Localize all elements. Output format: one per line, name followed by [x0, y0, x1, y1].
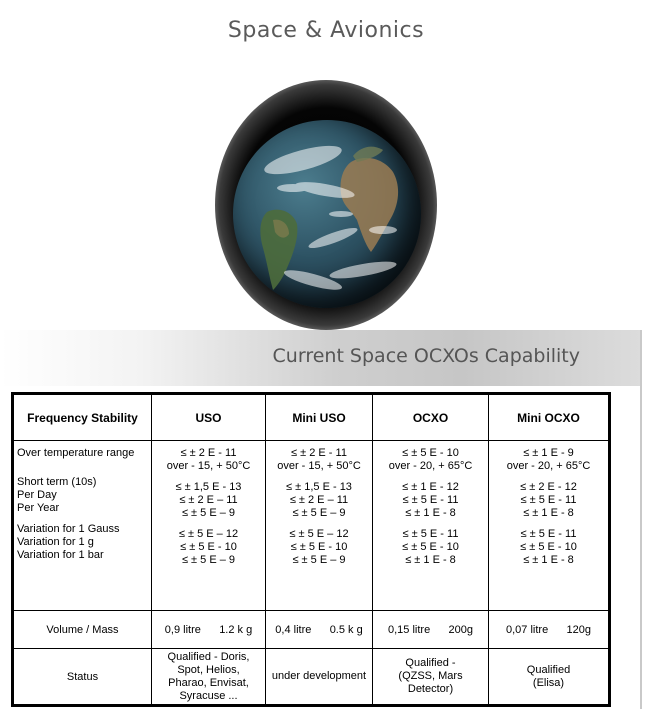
value: ≤ ± 5 E - 11	[402, 528, 459, 540]
value: ≤ ± 2 E - 11	[291, 447, 347, 459]
value: ≤ ± 5 E - 11	[520, 528, 577, 540]
value: ≤ ± 1 E - 8	[523, 554, 574, 566]
value: ≤ ± 5 E - 11	[520, 494, 577, 506]
value: ≤ ± 2 E - 12	[520, 481, 577, 493]
value: ≤ ± 1,5 E - 13	[286, 481, 352, 493]
value: over - 20, + 65°C	[506, 460, 591, 472]
row-label: Variation for 1 Gauss	[17, 523, 120, 535]
value-cell	[266, 441, 373, 611]
value: ≤ ± 2 E – 11	[289, 494, 349, 506]
section-title: Current Space OCXOs Capability	[272, 345, 580, 367]
value: ≤ ± 5 E – 12	[178, 528, 239, 540]
value: ≤ ± 5 E – 9	[181, 554, 236, 566]
earth-globe	[233, 120, 421, 308]
value: ≤ ± 5 E - 11	[402, 494, 459, 506]
row-label: Per Year	[17, 502, 60, 514]
row-label: Volume / Mass	[14, 611, 152, 649]
value: ≤ ± 5 E - 10	[290, 541, 348, 553]
row-label: Variation for 1 bar	[17, 549, 104, 561]
row-label: Short term (10s)	[17, 476, 97, 488]
status-text: (Elisa)	[532, 676, 565, 689]
value: ≤ ± 5 E – 9	[181, 507, 236, 519]
status-cell	[152, 649, 266, 705]
value: ≤ ± 5 E - 10	[402, 541, 459, 553]
status-text: Spot, Helios,	[177, 663, 240, 676]
right-divider	[640, 330, 642, 709]
value: 0,9 litre 1.2 k g	[152, 611, 266, 649]
value-cell	[373, 441, 489, 611]
status-text: Syracuse ...	[179, 689, 238, 702]
header-cell: USO	[152, 395, 266, 441]
table-row	[14, 611, 609, 649]
value: ≤ ± 1 E - 8	[405, 507, 456, 519]
table-row	[14, 441, 609, 611]
earth-surface-graphic	[233, 120, 421, 308]
value: ≤ ± 1 E - 8	[523, 507, 574, 519]
value: over - 20, + 65°C	[388, 460, 473, 472]
row-label: Per Day	[17, 489, 57, 501]
value: ≤ ± 5 E – 12	[289, 528, 349, 540]
value: over - 15, + 50°C	[166, 460, 251, 472]
value: over - 15, + 50°C	[277, 460, 361, 472]
value: ≤ ± 2 E – 11	[179, 494, 238, 506]
value: ≤ ± 1,5 E - 13	[175, 481, 242, 493]
status-text: Qualified - Doris,	[167, 650, 250, 663]
value: 0,07 litre 120g	[489, 611, 609, 649]
status-cell	[489, 649, 609, 705]
header-cell: OCXO	[373, 395, 489, 441]
earth-image	[215, 80, 437, 330]
value: 0,4 litre 0.5 k g	[266, 611, 373, 649]
status-cell	[373, 649, 489, 705]
value: ≤ ± 1 E - 9	[523, 447, 574, 459]
status-cell	[266, 649, 373, 705]
status-text: Pharao, Envisat,	[168, 676, 249, 689]
value: ≤ ± 5 E - 10	[402, 447, 459, 459]
value: ≤ ± 1 E - 8	[405, 554, 456, 566]
page-title: Space & Avionics	[227, 18, 425, 43]
table-row	[14, 649, 609, 705]
row-label-cell	[14, 441, 152, 611]
value: 0,15 litre 200g	[373, 611, 489, 649]
status-text: Qualified	[526, 663, 571, 676]
status-text: (QZSS, Mars	[398, 670, 463, 682]
value: ≤ ± 5 E – 9	[292, 554, 346, 566]
row-label: Status	[14, 649, 152, 705]
header-cell: Frequency Stability	[14, 395, 152, 441]
row-label: Over temperature range	[17, 447, 135, 459]
value: ≤ ± 5 E - 10	[180, 541, 237, 553]
status-text: Qualified -	[405, 657, 456, 669]
value: ≤ ± 5 E – 9	[292, 507, 346, 519]
header-cell: Mini OCXO	[489, 395, 609, 441]
value: ≤ ± 1 E - 12	[402, 481, 459, 493]
row-label: Variation for 1 g	[17, 536, 94, 548]
value: ≤ ± 2 E - 11	[180, 447, 237, 459]
status-text: under development	[271, 670, 367, 682]
capability-table	[13, 394, 609, 705]
header-cell: Mini USO	[266, 395, 373, 441]
value-cell	[152, 441, 266, 611]
status-text: Detector)	[407, 683, 454, 695]
table-header-row	[14, 395, 609, 441]
value-cell	[489, 441, 609, 611]
value: ≤ ± 5 E - 10	[520, 541, 577, 553]
